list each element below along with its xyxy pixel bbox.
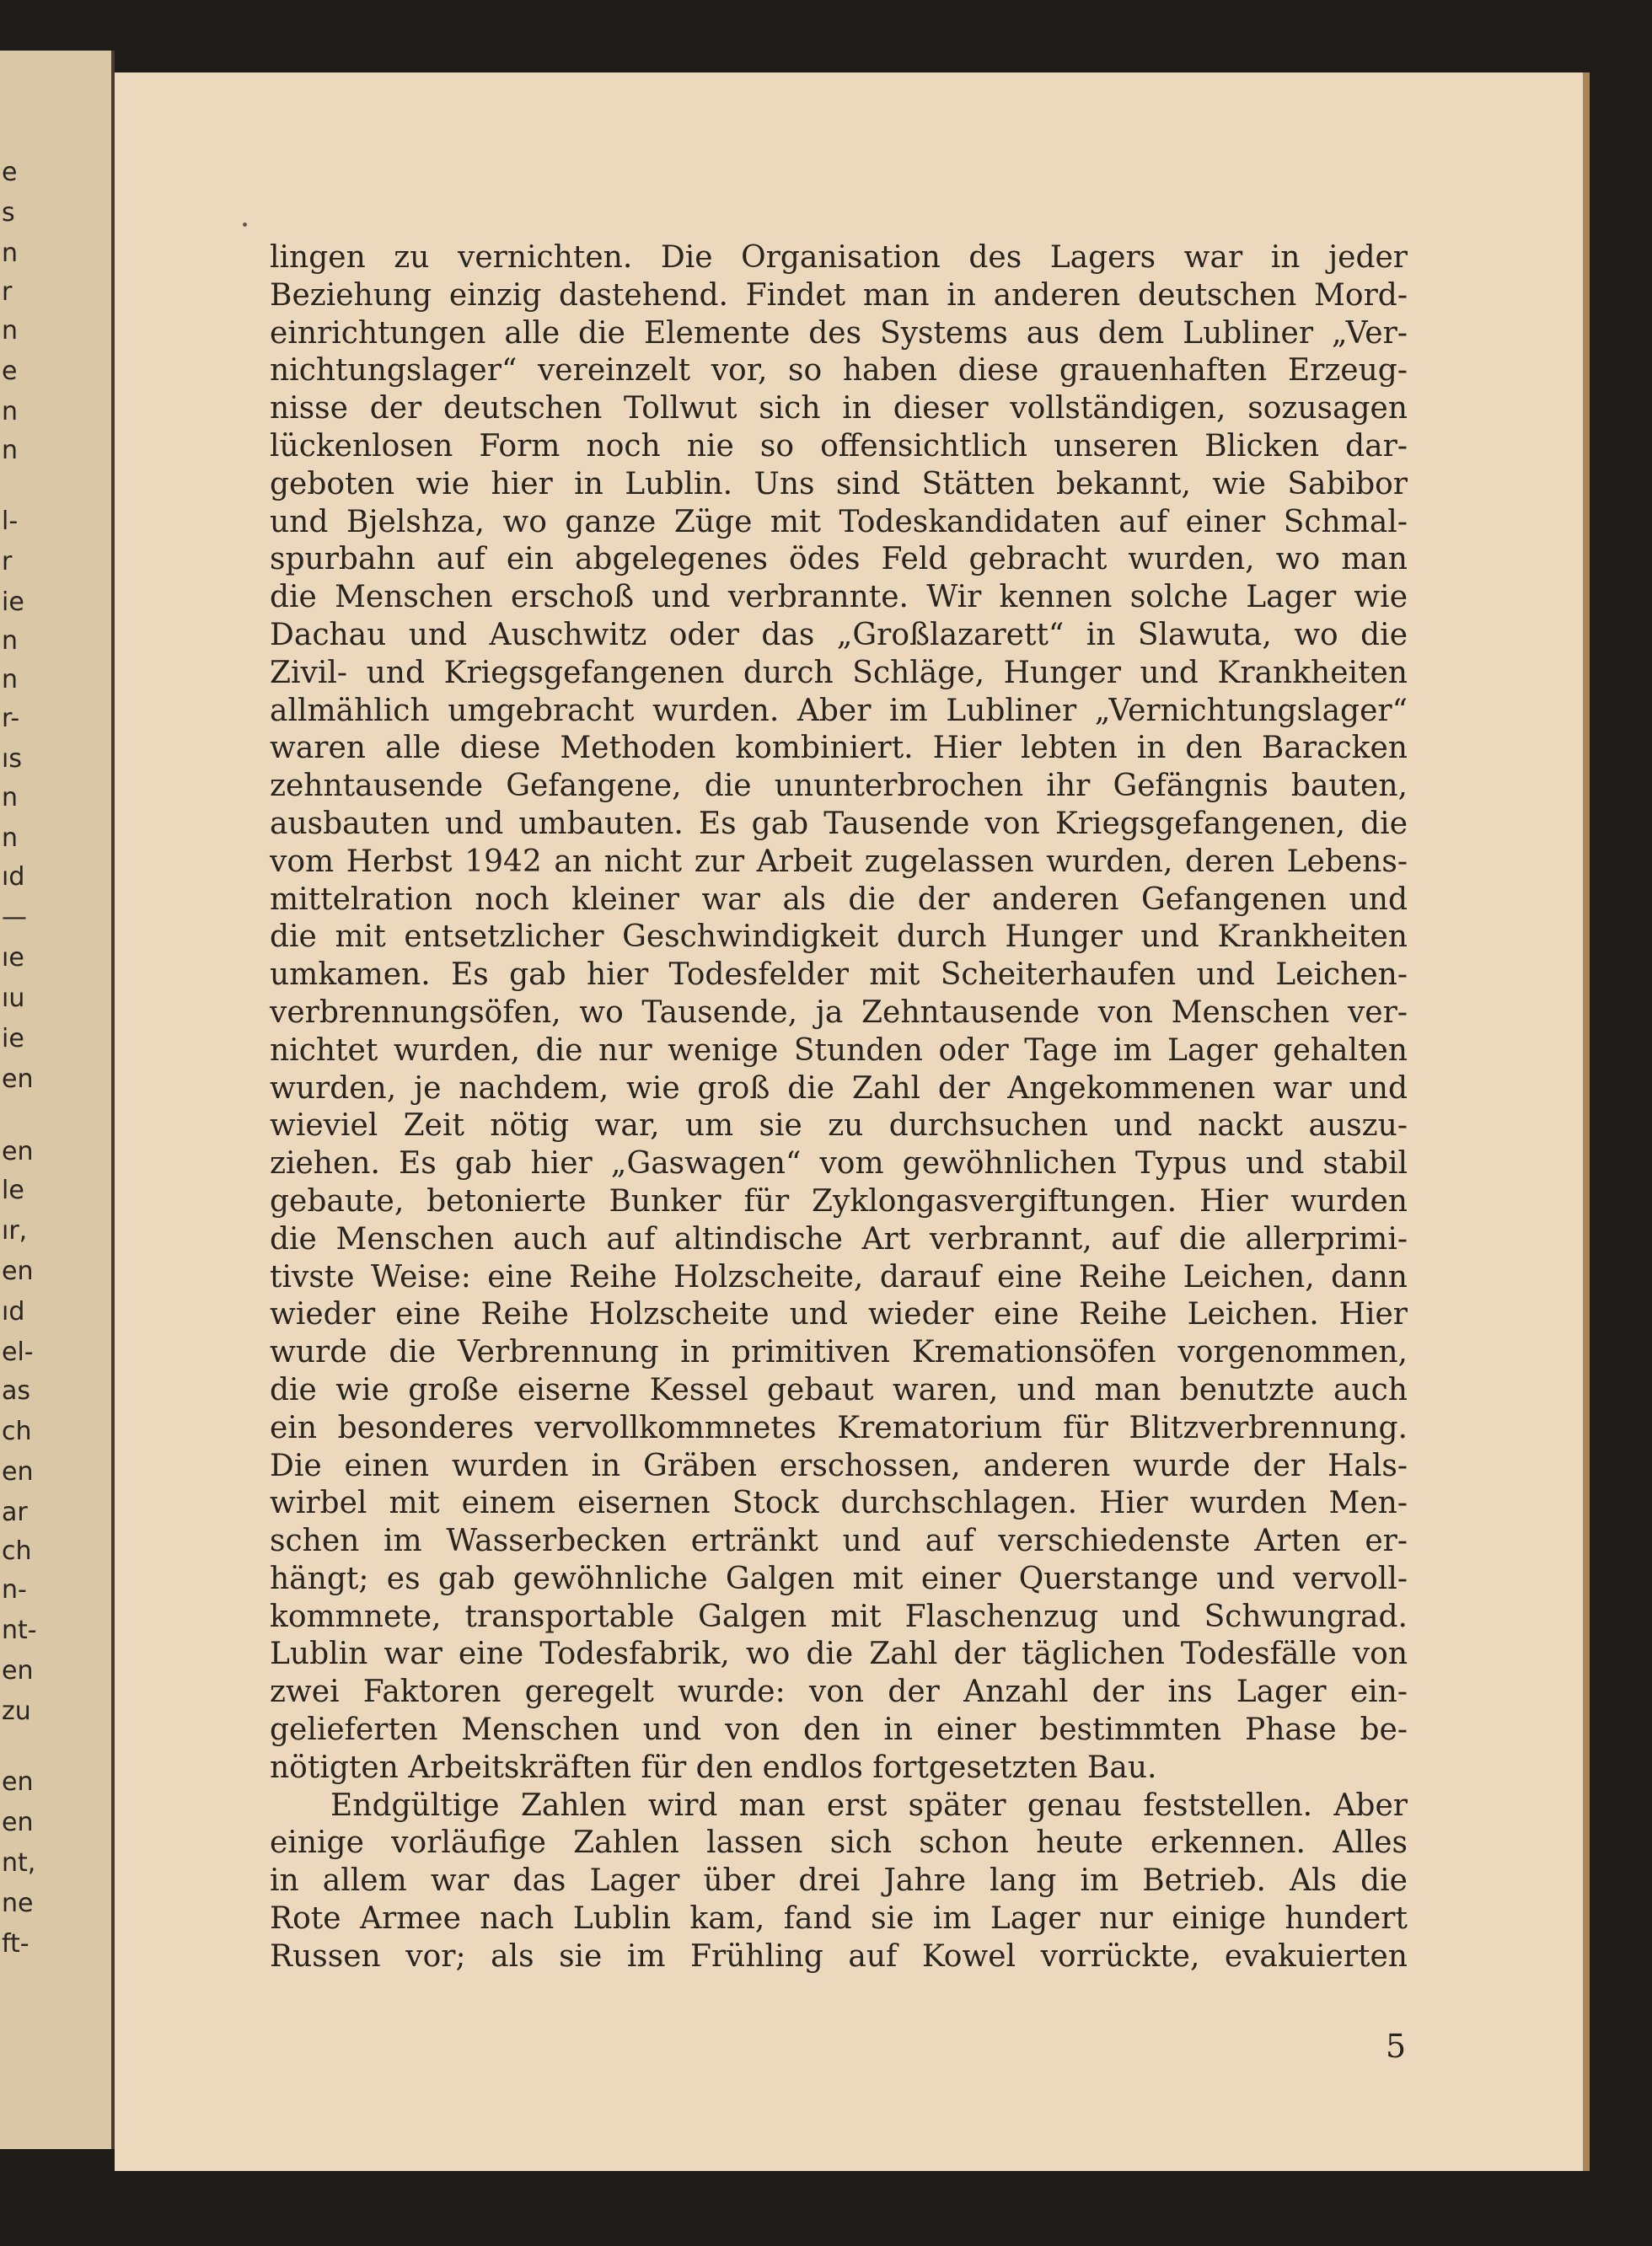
page-body-text xyxy=(270,239,1408,1976)
text-line: tivste Weise: eine Reihe Holzscheite, darauf eine Reihe Leichen, dann xyxy=(270,1259,1408,1295)
text-line: gebaute, betonierte Bunker für Zyklongasvergiftungen. Hier wurden xyxy=(270,1183,1408,1219)
text-line: zwei Faktoren geregelt wurde: von der Anzahl der ins Lager ein- xyxy=(270,1675,1408,1710)
speck xyxy=(243,222,247,227)
text-line: nisse der deutschen Tollwut sich in dieser vollständigen, sozusagen xyxy=(270,391,1408,426)
left-page-fragment: e xyxy=(2,158,18,187)
text-line: hängt; es gab gewöhnliche Galgen mit einer Querstange und vervoll- xyxy=(270,1561,1408,1596)
text-line: lückenlosen Form noch nie so offensichtlich unseren Blicken dar- xyxy=(270,428,1408,464)
left-page-fragment: n xyxy=(2,823,19,853)
left-page-fragment: el- xyxy=(2,1337,34,1367)
left-page-fragment: ıs xyxy=(2,744,22,774)
text-line: Dachau und Auschwitz oder das „Großlazarett“ in Slawuta, wo die xyxy=(270,617,1408,652)
left-page-fragment: n xyxy=(2,316,19,346)
text-line: nichtungslager“ vereinzelt vor, so haben diese grauenhaften Erzeug- xyxy=(270,353,1408,389)
left-page-fragment: ne xyxy=(2,1889,34,1918)
left-page-fragment: r xyxy=(2,547,13,576)
left-page-fragment: — xyxy=(2,903,27,932)
text-line: die mit entsetzlicher Geschwindigkeit durch Hunger und Krankheiten xyxy=(270,919,1408,955)
left-page-fragment: zu xyxy=(2,1697,31,1726)
text-line: ein besonderes vervollkommnetes Krematorium für Blitzverbrennung. xyxy=(270,1410,1408,1445)
left-page-fragment: en xyxy=(2,1767,34,1797)
text-line: einrichtungen alle die Elemente des Systems aus dem Lubliner „Ver- xyxy=(270,315,1408,351)
left-page-fragment: n xyxy=(2,397,19,426)
text-line: nötigten Arbeitskräften für den endlos fortgesetzten Bau. xyxy=(270,1750,1157,1785)
left-page-fragment: n- xyxy=(2,1575,27,1605)
text-line: wurden, je nachdem, wie groß die Zahl der Angekommenen war und xyxy=(270,1070,1408,1106)
left-page-fragment: ft- xyxy=(2,1929,30,1959)
text-line: spurbahn auf ein abgelegenes ödes Feld gebracht wurden, wo man xyxy=(270,542,1408,577)
text-line: die wie große eiserne Kessel gebaut waren, und man benutzte auch xyxy=(270,1372,1408,1407)
text-line: in allem war das Lager über drei Jahre lang im Betrieb. Als die xyxy=(270,1863,1408,1899)
left-page-fragment: en xyxy=(2,1457,34,1487)
text-line: und Bjelshza, wo ganze Züge mit Todeskandidaten auf einer Schmal- xyxy=(270,504,1408,539)
left-page-fragment: ıe xyxy=(2,943,24,973)
text-line: gelieferten Menschen und von den in einer bestimmten Phase be- xyxy=(270,1713,1408,1748)
text-line: wieder eine Reihe Holzscheite und wieder eine Reihe Leichen. Hier xyxy=(270,1297,1408,1332)
text-line: Die einen wurden in Gräben erschossen, anderen wurde der Hals- xyxy=(270,1448,1408,1483)
text-line: mittelration noch kleiner war als die der anderen Gefangenen und xyxy=(270,882,1408,917)
left-page-fragment: ıd xyxy=(2,862,25,892)
left-page-fragment: n xyxy=(2,665,19,694)
left-page-fragment: ır, xyxy=(2,1216,28,1246)
left-page-fragment: n xyxy=(2,239,19,268)
text-line: lingen zu vernichten. Die Organisation des Lagers war in jeder xyxy=(270,240,1408,275)
text-line: wurde die Verbrennung in primitiven Kremationsöfen vorgenommen, xyxy=(270,1335,1408,1370)
left-page-fragment: en xyxy=(2,1257,34,1286)
left-page-fragment: ie xyxy=(2,1024,24,1053)
left-page-fragment: ar xyxy=(2,1498,28,1527)
text-line: Zivil- und Kriegsgefangenen durch Schläge, Hunger und Krankheiten xyxy=(270,655,1408,690)
text-line: ausbauten und umbauten. Es gab Tausende von Kriegsgefangenen, die xyxy=(270,806,1408,841)
left-page-fragment: n xyxy=(2,436,19,465)
text-line: die Menschen auch auf altindische Art verbrannt, auf die allerprimi- xyxy=(270,1221,1408,1257)
left-page-fragment: ie xyxy=(2,587,24,617)
text-line: vom Herbst 1942 an nicht zur Arbeit zugelassen wurden, deren Lebens- xyxy=(270,844,1408,879)
text-line: ziehen. Es gab hier „Gaswagen“ vom gewöhnlichen Typus und stabil xyxy=(270,1146,1408,1182)
left-page-fragment: ch xyxy=(2,1536,32,1566)
text-line: waren alle diese Methoden kombiniert. Hier lebten in den Baracken xyxy=(270,731,1408,766)
left-page-fragment: en xyxy=(2,1064,34,1094)
text-line: Beziehung einzig dastehend. Findet man in anderen deutschen Mord- xyxy=(270,277,1408,313)
text-line: schen im Wasserbecken ertränkt und auf verschiedenste Arten er- xyxy=(270,1524,1408,1559)
text-line: nichtet wurden, die nur wenige Stunden oder Tage im Lager gehalten xyxy=(270,1032,1408,1068)
text-line: Rote Armee nach Lublin kam, fand sie im Lager nur einige hundert xyxy=(270,1901,1408,1937)
text-line: zehntausende Gefangene, die ununterbrochen ihr Gefängnis bauten, xyxy=(270,769,1408,804)
left-page-fragment: ıu xyxy=(2,984,25,1013)
text-line: Endgültige Zahlen wird man erst später genau feststellen. Aber xyxy=(330,1788,1408,1823)
left-page-fragment: le xyxy=(2,1176,24,1205)
text-line: allmählich umgebracht wurden. Aber im Lubliner „Vernichtungslager“ xyxy=(270,693,1408,728)
left-page-fragment: s xyxy=(2,198,15,228)
left-page-fragment: r- xyxy=(2,704,20,733)
text-line: Russen vor; als sie im Frühling auf Kowel vorrückte, evakuierten xyxy=(270,1938,1408,1974)
left-page-fragment: en xyxy=(2,1656,34,1686)
left-page-edge xyxy=(0,51,115,2149)
left-page-fragment: n xyxy=(2,626,19,656)
text-line: umkamen. Es gab hier Todesfelder mit Scheiterhaufen und Leichen- xyxy=(270,957,1408,993)
left-page-fragment: nt- xyxy=(2,1616,37,1645)
left-page-fragment: en xyxy=(2,1808,34,1837)
text-line: die Menschen erschoß und verbrannte. Wir kennen solche Lager wie xyxy=(270,580,1408,615)
left-page-fragment: n xyxy=(2,783,19,812)
text-line: wirbel mit einem eisernen Stock durchschlagen. Hier wurden Men- xyxy=(270,1486,1408,1521)
left-page-fragment: ch xyxy=(2,1417,32,1446)
text-line: Lublin war eine Todesfabrik, wo die Zahl der täglichen Todesfälle von xyxy=(270,1637,1408,1672)
left-page-fragment: r xyxy=(2,277,13,307)
left-page-fragment: as xyxy=(2,1376,31,1406)
text-line: geboten wie hier in Lublin. Uns sind Stätten bekannt, wie Sabibor xyxy=(270,466,1408,501)
left-page-fragment: nt, xyxy=(2,1848,36,1878)
left-page-fragment: en xyxy=(2,1137,34,1166)
left-page-fragment: ıd xyxy=(2,1297,25,1327)
text-line: wieviel Zeit nötig war, um sie zu durchsuchen und nackt auszu- xyxy=(270,1108,1408,1144)
left-page-fragment: l- xyxy=(2,507,19,536)
left-page-fragment: e xyxy=(2,356,18,386)
book-page xyxy=(115,72,1590,2171)
text-line: verbrennungsöfen, wo Tausende, ja Zehntausende von Menschen ver- xyxy=(270,994,1408,1030)
text-line: kommnete, transportable Galgen mit Flaschenzug und Schwungrad. xyxy=(270,1599,1408,1634)
text-line: einige vorläufige Zahlen lassen sich schon heute erkennen. Alles xyxy=(270,1825,1408,1861)
page-number: 5 xyxy=(1386,2028,1407,2065)
